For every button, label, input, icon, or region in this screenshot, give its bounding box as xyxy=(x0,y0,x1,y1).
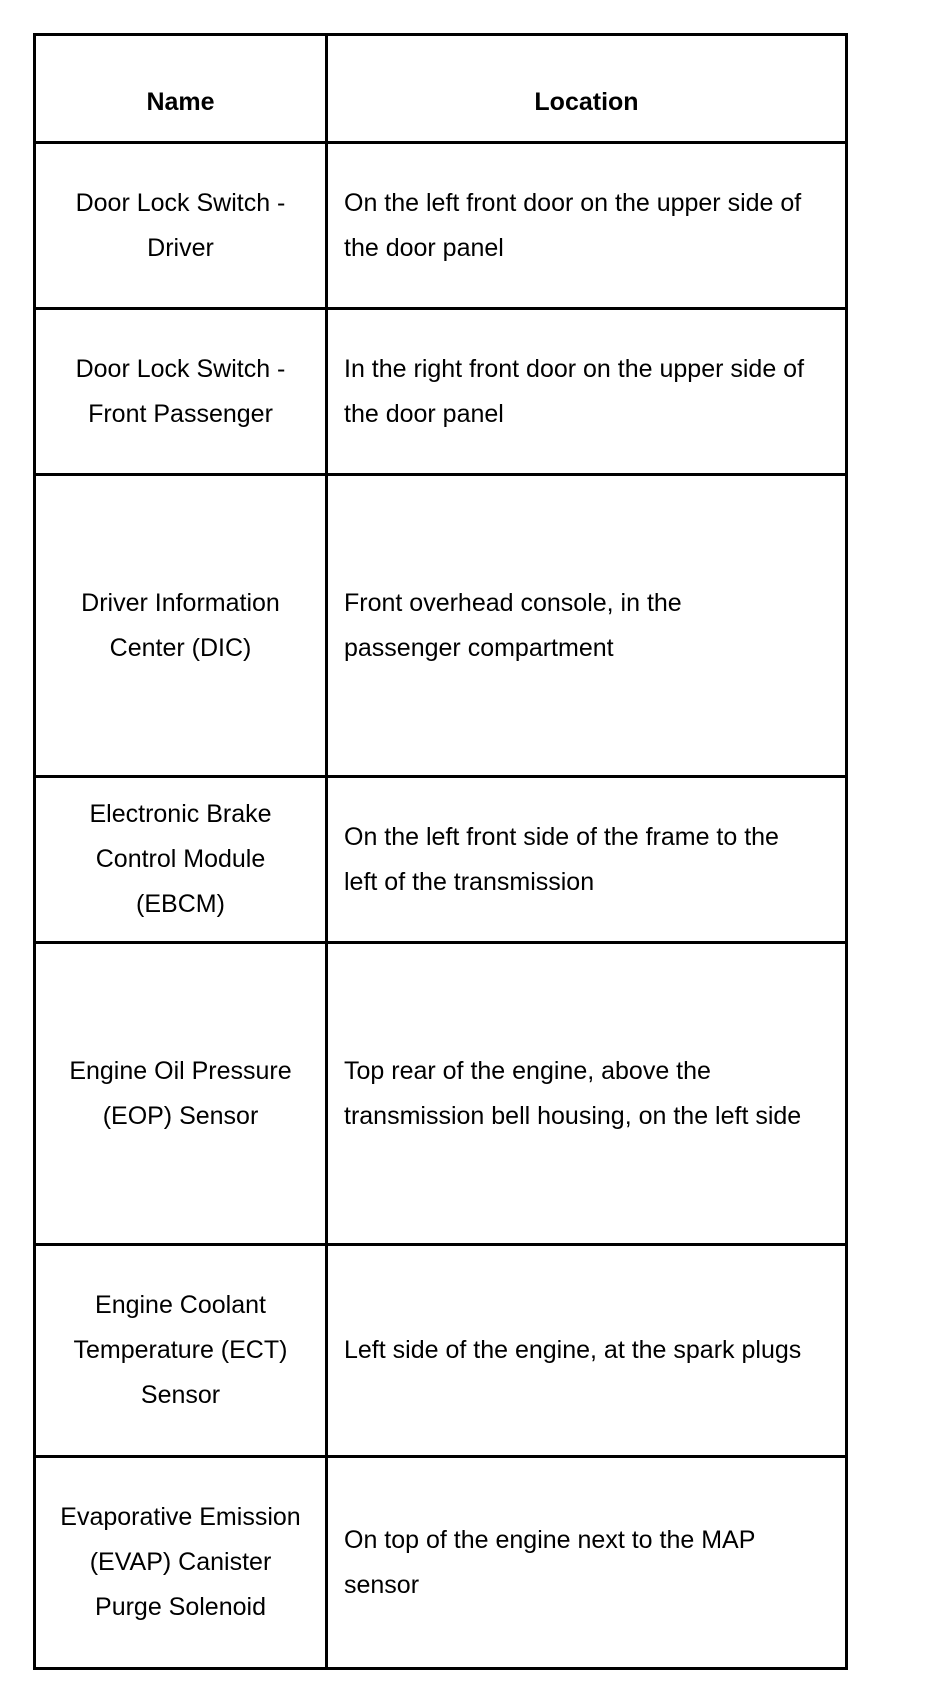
component-location: Left side of the engine, at the spark plugs xyxy=(327,1245,847,1457)
table-row xyxy=(35,943,847,1245)
component-location: In the right front door on the upper side of the door panel xyxy=(327,309,847,475)
table-row xyxy=(35,1245,847,1457)
table-row xyxy=(35,309,847,475)
column-header-location: Location xyxy=(327,35,847,143)
component-name: Engine Oil Pressure (EOP) Sensor xyxy=(35,943,327,1245)
component-name: Driver Information Center (DIC) xyxy=(35,475,327,777)
component-name: Door Lock Switch - Driver xyxy=(35,143,327,309)
component-location: On top of the engine next to the MAP sensor xyxy=(327,1457,847,1669)
table-row xyxy=(35,1457,847,1669)
component-name: Electronic Brake Control Module (EBCM) xyxy=(35,777,327,943)
component-name: Engine Coolant Temperature (ECT) Sensor xyxy=(35,1245,327,1457)
component-location: Top rear of the engine, above the transmission bell housing, on the left side xyxy=(327,943,847,1245)
table-row xyxy=(35,143,847,309)
column-header-name: Name xyxy=(35,35,327,143)
component-name: Door Lock Switch - Front Passenger xyxy=(35,309,327,475)
table-row xyxy=(35,777,847,943)
component-location: Front overhead console, in the passenger compartment xyxy=(327,475,847,777)
header-row xyxy=(35,35,847,143)
table-row xyxy=(35,475,847,777)
component-name: Evaporative Emission (EVAP) Canister Purge Solenoid xyxy=(35,1457,327,1669)
component-location: On the left front door on the upper side of the door panel xyxy=(327,143,847,309)
component-location: On the left front side of the frame to the left of the transmission xyxy=(327,777,847,943)
component-location-table xyxy=(33,33,848,1670)
